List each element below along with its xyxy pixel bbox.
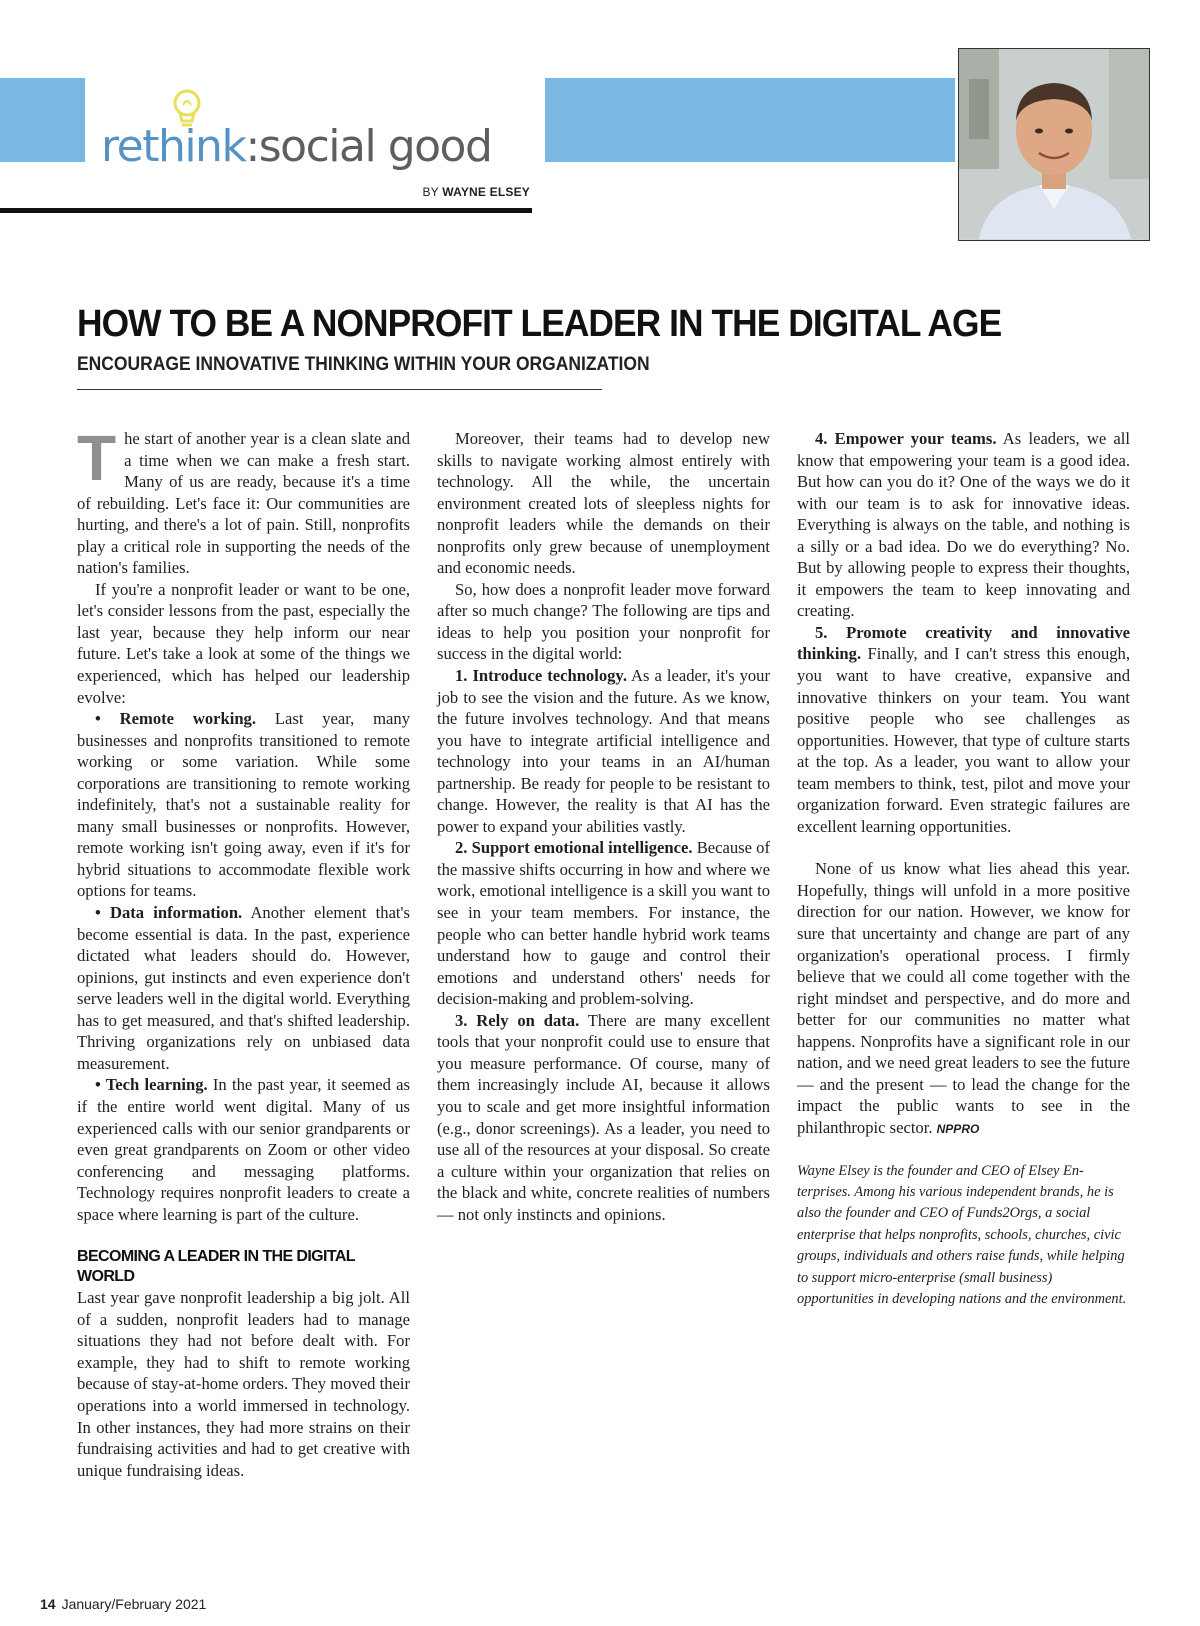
sign-off-mark: NPPRO [936, 1121, 980, 1136]
paragraph-how-move-forward: So, how does a nonprofit leader move forward after so much change? The following are tips and ideas to help you position your nonprofit for success in the digital world: [437, 579, 770, 664]
logo-part-social-good: :social good [245, 121, 492, 172]
author-bio: Wayne Elsey is the founder and CEO of Elsey Enterprises. Among his various independent brands, he is also the founder and CEO of Funds2Orgs, a social enterprise that helps nonprofits, schools, churches, civic groups, individuals and others raise funds, while helping to support micro-enterprise (small business) opportunities in developing nations and the environment. [797, 1162, 1127, 1307]
paragraph-intro [77, 422, 410, 579]
article-deck: ENCOURAGE INNOVATIVE THINKING WITHIN YOUR ORGANIZATION [77, 354, 650, 375]
tip-emotional-intelligence [437, 837, 770, 1009]
tip-rely-on-data [437, 1010, 770, 1225]
byline-author: WAYNE ELSEY [442, 185, 530, 199]
drop-cap: T [77, 422, 117, 494]
tip-promote-creativity-title: 5. Promote creativity and innovative thinking. [797, 622, 1130, 664]
page-number: 14 [40, 1596, 56, 1612]
section-logo [95, 85, 535, 175]
bullet-remote-working-title: • Remote working. [95, 709, 257, 729]
bullet-remote-working-text: Last year, many businesses and nonprofits transitioned to remote working or some variation. While some corporations are transitioning to remote working indefinitely, that's not a sustainable reality for many small businesses or nonprofits. However, remote working isn't going away, even if it's for hybrid situations to accommodate flexible work options for teams. [77, 709, 411, 901]
byline [360, 185, 530, 199]
tip-promote-creativity [797, 622, 1130, 837]
bullet-data-information-text: Another element that's become essential is data. In the past, experience dictated what leaders should do. However, opinions, gut instincts and even experience don't serve leaders well in the digital world. Everything has to get measured, and that's shifted leadership. Thriving organizations rely on unbiased data measurement. [77, 903, 410, 1073]
paragraph-conclusion [797, 858, 1130, 1140]
author-portrait-illustration [959, 49, 1149, 239]
tip-introduce-technology-text: As a leader, it's your job to see the vision and the future. As we know, the future involves technology. And that means you have to integrate artificial intelligence and technology into your teams in an AI/human partnership. Be ready for people to be resistant to change. However, the reality is that AI has the power to expand your abilities vastly. [437, 666, 770, 836]
tip-rely-on-data-title: 3. Rely on data. [455, 1010, 580, 1030]
header-rule [0, 208, 532, 213]
tip-introduce-technology [437, 665, 770, 837]
author-photo [958, 48, 1150, 241]
paragraph-lessons: If you're a nonprofit leader or want to be one, let's consider lessons from the past, especially the last year, because they help inform our near future. Let's take a look at some of the things we experienced, which has helped our leadership evolve: [77, 579, 410, 707]
logo-wordmark [101, 121, 492, 172]
article-headline: HOW TO BE A NONPROFIT LEADER IN THE DIGITAL AGE [77, 303, 1002, 345]
paragraph-conclusion-text: None of us know what lies ahead this year. Hopefully, things will unfold in a more positive direction for our nation. However, we know for sure that uncertainty and change are part of any organization's operational process. I firmly believe that we could all come together with the right mindset and perspective, and do more and better for our communities no matter what happens. Nonprofits have a significant role in our nation, and we need great leaders to see the future — and the present — to lead the change for the impact the public wants to see in the philanthropic sector. [797, 859, 1130, 1137]
issue-date: January/February 2021 [61, 1596, 207, 1612]
bullet-tech-learning-text: In the past year, it seemed as if the entire world went digital. Many of us experienced calls with our senior grandparents or even great grandparents on Zoom or other video conferencing and messaging platforms. Technology requires nonprofit leaders to create a space where learning is part of the culture. [77, 1075, 411, 1224]
logo-part-rethink: rethink [101, 121, 246, 172]
bullet-tech-learning [77, 1074, 410, 1225]
tip-promote-creativity-text: Finally, and I can't stress this enough, you want to have creative, expansive and innovative thinkers on your team. You want positive people who see challenges as opportunities. However, that type of culture starts at the top. As a leader, you want to allow your team members to think, test, pilot and move your organization forward. Even strategic failures are excellent learning opportunities. [797, 644, 1130, 836]
tip-rely-on-data-text: There are many excellent tools that your nonprofit could use to ensure that you measure performance. Of course, many of them increasingly include AI, because it allows you to scale and get more insightful information (e.g., donor screenings). As a leader, you need to use all of the resources at your disposal. So create a culture within your organization that relies on the black and white, concrete realities of numbers — not only instincts and opinions. [437, 1010, 770, 1224]
tip-empower-teams-title: 4. Empower your teams. [815, 429, 997, 448]
section-subhead: BECOMING A LEADER IN THE DIGITAL WORLD [77, 1248, 355, 1286]
page-footer [40, 1596, 206, 1612]
tip-emotional-intelligence-text: Because of the massive shifts occurring in how and where we work, emotional intelligence is a skill you want to see in your team members. For instance, the people who can better handle hybrid work teams understand how to gauge and control their emotions and understand others' needs for decision-making and problem-solving. [437, 838, 770, 1009]
paragraph-gap [797, 837, 1130, 858]
article-column-2 [437, 428, 770, 1225]
header-band-left [0, 78, 85, 162]
bullet-tech-learning-title: • Tech learning. [95, 1075, 208, 1095]
tip-introduce-technology-title: 1. Introduce technology. [455, 666, 627, 686]
bullet-data-information [77, 902, 410, 1074]
byline-prefix: BY [422, 185, 439, 199]
tip-empower-teams [797, 428, 1130, 622]
header-band-right [545, 78, 955, 162]
article-column-1 [77, 422, 411, 1481]
title-rule [77, 389, 602, 390]
article-column-3 [797, 428, 1130, 1310]
bullet-remote-working [77, 708, 410, 902]
tip-emotional-intelligence-title: 2. Support emotional intelligence. [455, 838, 693, 858]
bullet-data-information-title: • Data information. [95, 903, 243, 923]
paragraph-intro-text: he start of another year is a clean slate and a time when we can make a fresh start. Many of us are ready, because it's a time of rebuilding. Let's face it: Our communities are hurting, and there's a lot of pain. Still, nonprofits play a critical role in supporting the needs of the nation's families. [77, 429, 410, 578]
paragraph-big-jolt: Last year gave nonprofit leadership a big jolt. All of a sudden, nonprofit leaders had to manage situations they had not before dealt with. For example, they had to shift to remote working because of stay-at-home orders. They moved their operations into a world immersed in technology. In other instances, they had more strains on their fundraising activities and had to get creative with unique fundraising ideas. [77, 1288, 410, 1480]
tip-empower-teams-text: As leaders, we all know that empowering your team is a good idea. But how can you do it? One of the ways we do it with our team is to ask for innovative ideas. Everything is always on the table, and nothing is a silly or a bad idea. Do we do everything? No. But by allowing people to express their thoughts, it empowers the team to keep innovating and creating. [797, 429, 1131, 621]
paragraph-new-skills: Moreover, their teams had to develop new skills to navigate working almost entirely with technology. All the while, the uncertain environment created lots of sleepless nights for nonprofit leaders while the demands on their nonprofits only grew because of unemployment and economic needs. [437, 429, 770, 578]
